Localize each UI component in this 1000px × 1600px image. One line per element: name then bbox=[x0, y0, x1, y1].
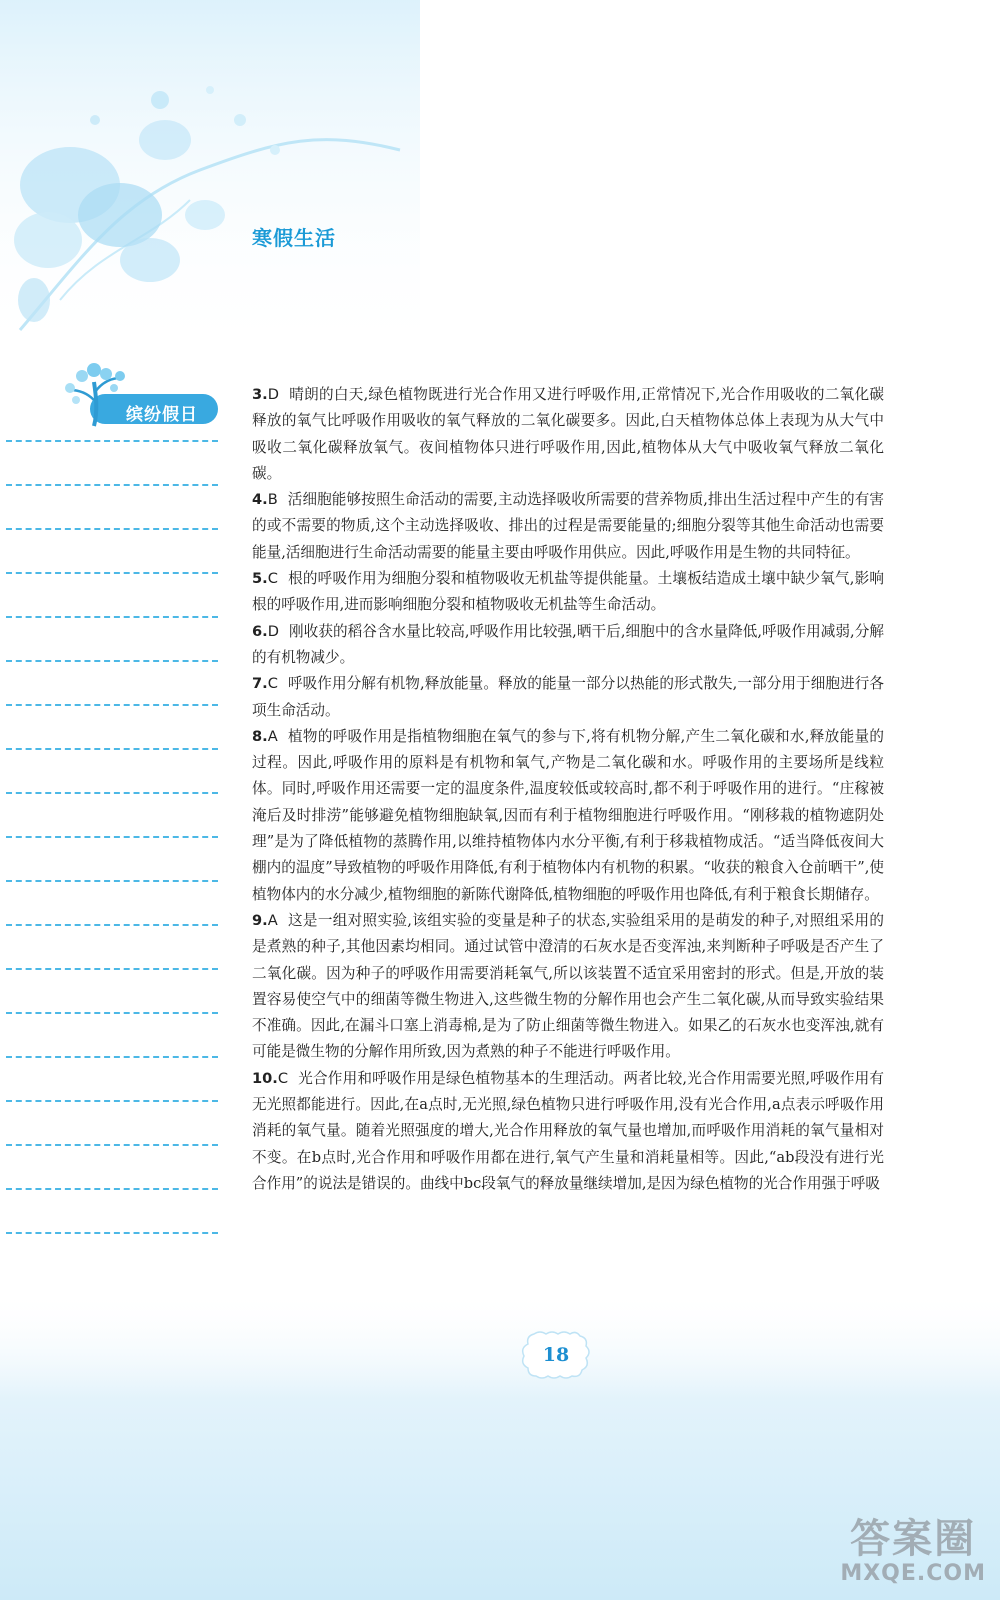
question-number: 5. bbox=[252, 570, 268, 588]
badge-label: 缤纷假日 bbox=[126, 405, 198, 425]
page-number-badge bbox=[520, 1330, 592, 1380]
answer-item-10 bbox=[252, 1066, 884, 1197]
answer-list bbox=[252, 382, 884, 1197]
answer-letter: D bbox=[267, 386, 279, 403]
answer-item-8 bbox=[252, 724, 884, 908]
answer-item-7 bbox=[252, 671, 884, 724]
answer-item-4 bbox=[252, 487, 884, 566]
note-line bbox=[6, 1012, 218, 1014]
note-line bbox=[6, 616, 218, 618]
answer-explanation: 植物的呼吸作用是指植物细胞在氧气的参与下,将有机物分解,产生二氧化碳和水,释放能量的过程。因此,呼吸作用的原料是有机物和氧气,产物是二氧化碳和水。呼吸作用的主要场所是线粒体。同时,呼吸作用还需要一定的温度条件,温度较低或较高时,都不利于呼吸作用的进行。“庄稼被淹后及时排涝”能够避免植物细胞缺氧,因而有利于植物细胞进行呼吸作用。“刚移栽的植物遮阴处理”是为了降低植物的蒸腾作用,以维持植物体内水分平衡,有利于移栽植物成活。“适当降低夜间大棚内的温度”导致植物的呼吸作用降低,有利于植物体内有机物的积累。“收获的粮食入仓前晒干”,使植物体内的水分减少,植物细胞的新陈代谢降低,植物细胞的呼吸作用也降低,有利于粮食长期储存。 bbox=[252, 727, 884, 903]
answer-item-6 bbox=[252, 619, 884, 672]
note-line bbox=[6, 880, 218, 882]
note-line bbox=[6, 528, 218, 530]
question-number: 4. bbox=[252, 491, 268, 509]
question-number: 3. bbox=[252, 386, 268, 403]
note-line bbox=[6, 1100, 218, 1102]
answer-letter: A bbox=[267, 727, 278, 745]
note-line bbox=[6, 924, 218, 926]
note-line bbox=[6, 792, 218, 794]
answer-letter: B bbox=[267, 491, 278, 509]
answer-letter: C bbox=[267, 570, 278, 588]
note-line bbox=[6, 572, 218, 574]
question-number: 6. bbox=[252, 622, 268, 640]
note-line bbox=[6, 440, 218, 442]
note-line bbox=[6, 1056, 218, 1058]
answer-explanation: 活细胞能够按照生命活动的需要,主动选择吸收所需要的营养物质,排出生活过程中产生的有害的或不需要的物质,这个主动选择吸收、排出的过程是需要能量的;细胞分裂等其他生命活动也需要能量,活细胞进行生命活动需要的能量主要由呼吸作用供应。因此,呼吸作用是生物的共同特征。 bbox=[252, 491, 884, 561]
answer-explanation: 根的呼吸作用为细胞分裂和植物吸收无机盐等提供能量。土壤板结造成土壤中缺少氧气,影响根的呼吸作用,进而影响细胞分裂和植物吸收无机盐等生命活动。 bbox=[252, 570, 884, 614]
note-line bbox=[6, 704, 218, 706]
answer-item-3 bbox=[252, 382, 884, 487]
answer-explanation: 这是一组对照实验,该组实验的变量是种子的状态,实验组采用的是萌发的种子,对照组采用的是煮熟的种子,其他因素均相同。通过试管中澄清的石灰水是否变浑浊,来判断种子呼吸是否产生了二氧化碳。因为种子的呼吸作用需要消耗氧气,所以该装置不适宜采用密封的形式。但是,开放的装置容易使空气中的细菌等微生物进入,这些微生物的分解作用也会产生二氧化碳,从而导致实验结果不准确。因此,在漏斗口塞上消毒棉,是为了防止细菌等微生物进入。如果乙的石灰水也变浑浊,就有可能是微生物的分解作用所致,因为煮熟的种子不能进行呼吸作用。 bbox=[252, 911, 884, 1061]
watermark-url: MXQE.COM bbox=[840, 1561, 986, 1586]
question-number: 8. bbox=[252, 727, 268, 745]
note-line bbox=[6, 484, 218, 486]
answer-explanation: 刚收获的稻谷含水量比较高,呼吸作用比较强,晒干后,细胞中的含水量降低,呼吸作用减弱,分解的有机物减少。 bbox=[252, 622, 884, 666]
note-line bbox=[6, 1188, 218, 1190]
floral-decoration bbox=[0, 0, 420, 360]
question-number: 7. bbox=[252, 675, 268, 693]
note-line bbox=[6, 660, 218, 662]
answer-letter: C bbox=[267, 675, 278, 693]
answer-item-9 bbox=[252, 908, 884, 1066]
answer-letter: D bbox=[267, 622, 279, 640]
answer-item-5 bbox=[252, 566, 884, 619]
watermark-logo bbox=[840, 1517, 986, 1586]
note-line bbox=[6, 748, 218, 750]
page-number: 18 bbox=[542, 1344, 570, 1366]
section-title: 寒假生活 bbox=[252, 226, 336, 250]
answer-explanation: 光合作用和呼吸作用是绿色植物基本的生理活动。两者比较,光合作用需要光照,呼吸作用有无光照都能进行。因此,在a点时,无光照,绿色植物只进行呼吸作用,没有光合作用,a点表示呼吸作用消耗的氧气量。随着光照强度的增大,光合作用释放的氧气量也增加,而呼吸作用消耗的氧气量相对不变。在b点时,光合作用和呼吸作用都在进行,氧气产生量和消耗量相等。因此,“ab段没有进行光合作用”的说法是错误的。曲线中bc段氧气的释放量继续增加,是因为绿色植物的光合作用强于呼吸 bbox=[252, 1069, 884, 1192]
question-number: 9. bbox=[252, 911, 268, 929]
watermark-title: 答案圈 bbox=[850, 1516, 977, 1562]
question-number: 10. bbox=[252, 1069, 278, 1087]
answer-explanation: 晴朗的白天,绿色植物既进行光合作用又进行呼吸作用,正常情况下,光合作用吸收的二氧化碳释放的氧气比呼吸作用吸收的氧气释放的二氧化碳要多。因此,白天植物体总体上表现为从大气中吸收二氧化碳释放氧气。夜间植物体只进行呼吸作用,因此,植物体从大气中吸收氧气释放二氧化碳。 bbox=[252, 386, 884, 482]
answer-letter: C bbox=[277, 1069, 289, 1087]
note-line bbox=[6, 968, 218, 970]
note-line bbox=[6, 1144, 218, 1146]
note-line bbox=[6, 836, 218, 838]
note-line bbox=[6, 1232, 218, 1234]
answer-letter: A bbox=[267, 911, 278, 929]
answer-explanation: 呼吸作用分解有机物,释放能量。释放的能量一部分以热能的形式散失,一部分用于细胞进行各项生命活动。 bbox=[252, 675, 884, 719]
